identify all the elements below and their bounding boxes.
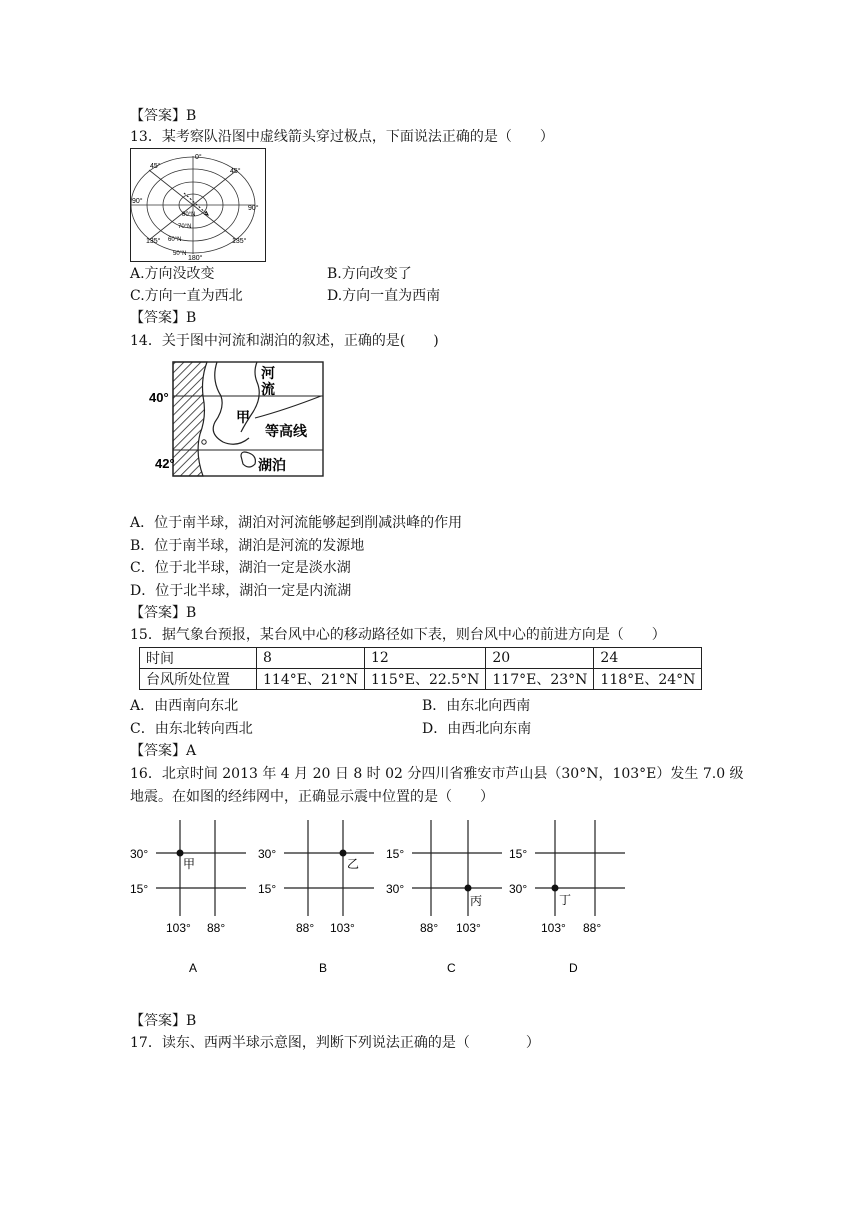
label-river-2: 流 [261,381,275,397]
answer-q16: 【答案】B [130,1013,197,1029]
table-row [140,648,702,669]
grid-c-marker: 丙 [470,894,483,908]
table-position-cell: 114°E、21°N [257,669,365,690]
q13-option-a: A.方向没改变 [130,266,215,282]
grid-c-lon-right: 103° [456,921,481,935]
grid-c [384,820,504,980]
typhoon-track-table [139,647,702,690]
answer-q14: 【答案】B [130,605,197,621]
grid-b-lon-left: 88° [296,921,315,935]
grid-a-lon-left: 103° [166,921,191,935]
q15-option-c: C．由东北转向西北 [130,721,253,737]
table-row [140,669,702,690]
table-position-cell: 117°E、23°N [486,669,594,690]
grid-d-lat-bottom: 30° [509,882,528,896]
question-15-stem: 15．据气象台预报，某台风中心的移动路径如下表，则台风中心的前进方向是（ ） [130,627,666,643]
polar-label-right: 90° [248,205,259,212]
table-row-label: 台风所处位置 [140,669,257,690]
polar-label-bottom-left: 135° [146,238,161,245]
table-position-cell: 118°E、24°N [594,669,702,690]
grid-d-caption: D [569,961,578,975]
answer-q15: 【答案】A [130,743,197,759]
grid-a-caption: A [189,961,198,975]
grid-c-caption: C [447,961,456,975]
label-jia: 甲 [236,409,250,425]
polar-label-50n: 50°N [173,251,187,257]
label-lat-40: 40° [149,390,169,405]
polar-label-left: 90° [132,198,143,205]
grid-b-marker: 乙 [347,857,360,871]
q15-option-b: B．由东北向西南 [422,698,531,714]
table-time-cell: 24 [594,648,702,669]
grid-c-lon-left: 88° [420,921,439,935]
polar-label-bottom: 180° [188,255,203,262]
answer-q12: 【答案】B [130,108,197,124]
polar-label-80n: 80°N [182,212,196,218]
table-header-label: 时间 [140,648,257,669]
q14-option-d: D．位于北半球，湖泊一定是内流湖 [130,583,352,599]
label-lat-42: 42° [155,456,175,471]
grid-b-caption: B [319,961,328,975]
grid-b-lon-right: 103° [330,921,355,935]
q14-option-b: B．位于南半球，湖泊是河流的发源地 [130,538,365,554]
grid-b-lat-top: 30° [258,847,277,861]
grid-d-lon-right: 88° [583,921,602,935]
grid-c-lat-top: 15° [386,847,405,861]
grid-a [128,820,248,980]
polar-label-top: 0° [195,154,202,161]
table-time-cell: 12 [365,648,486,669]
question-17-stem: 17．读东、西两半球示意图，判断下列说法正确的是（ ） [130,1035,540,1051]
grid-d-marker: 丁 [559,893,572,907]
grid-c-lat-bottom: 30° [386,882,405,896]
q13-option-d: D.方向一直为西南 [327,288,441,304]
table-time-cell: 8 [257,648,365,669]
table-position-cell: 115°E、22.5°N [365,669,486,690]
polar-label-70n: 70°N [178,224,192,230]
table-time-cell: 20 [486,648,594,669]
polar-label-top-left: 45° [150,163,161,170]
grid-a-marker: 甲 [183,857,196,871]
q14-option-a: A．位于南半球，湖泊对河流能够起到削减洪峰的作用 [130,515,463,531]
question-16-stem-line2: 地震。在如图的经纬网中，正确显示震中位置的是（ ） [130,789,494,805]
label-river-1: 河 [261,365,275,381]
grid-a-lon-right: 88° [207,921,226,935]
river-lake-figure [145,358,330,480]
question-13-stem: 13．某考察队沿图中虚线箭头穿过极点，下面说法正确的是（ ） [130,129,554,145]
grid-a-lat-top: 30° [130,847,149,861]
q14-option-c: C．位于北半球，湖泊一定是淡水湖 [130,560,351,576]
polar-label-top-right: 45° [230,168,241,175]
grid-d-lon-left: 103° [541,921,566,935]
q13-option-c: C.方向一直为西北 [130,288,243,304]
grid-b [256,820,376,980]
polar-label-60n: 60°N [168,237,182,243]
question-14-stem: 14．关于图中河流和湖泊的叙述，正确的是( ) [130,333,439,349]
grid-b-lat-bottom: 15° [258,882,277,896]
grid-d-lat-top: 15° [509,847,528,861]
label-lake: 湖泊 [258,457,286,473]
answer-q13: 【答案】B [130,310,197,326]
grid-a-lat-bottom: 15° [130,882,149,896]
q15-option-d: D．由西北向东南 [422,721,532,737]
polar-map-figure [130,148,266,262]
grid-d [505,820,630,980]
q13-option-b: B.方向改变了 [327,266,412,282]
polar-label-bottom-right: 135° [232,238,247,245]
label-contour: 等高线 [265,423,307,439]
question-16-stem-line1: 16．北京时间 2013 年 4 月 20 日 8 时 02 分四川省雅安市芦山县（30°N，103°E）发生 7.0 级 [130,766,744,782]
q15-option-a: A．由西南向东北 [130,698,239,714]
